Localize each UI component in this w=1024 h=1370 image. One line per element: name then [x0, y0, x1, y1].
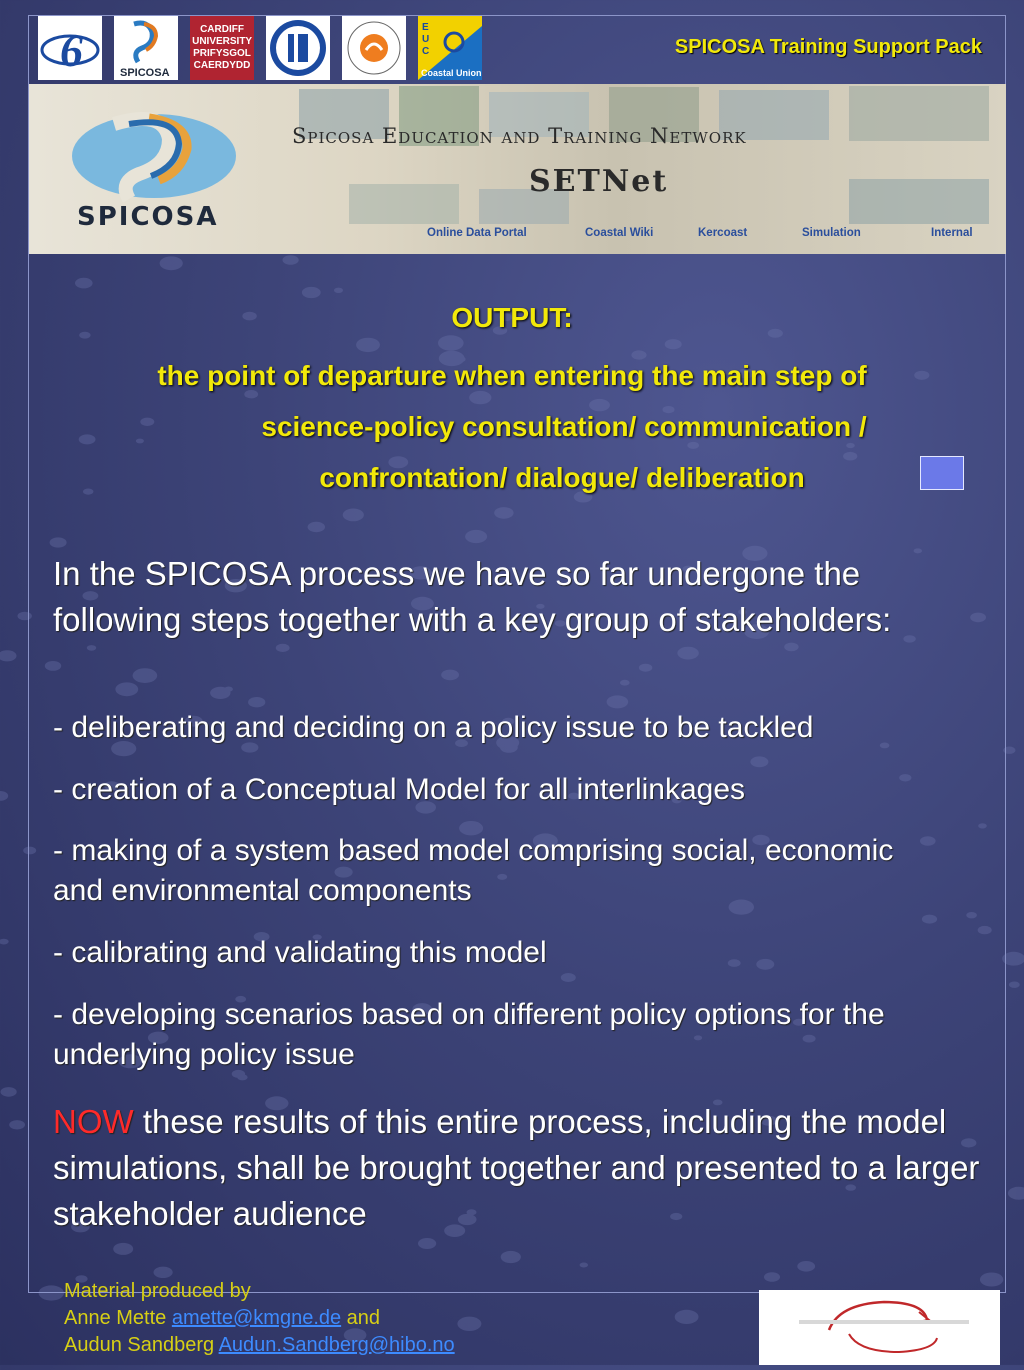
- cardiff-logo: [190, 16, 254, 80]
- fp6-logo: [38, 16, 102, 80]
- email-link-2[interactable]: Audun.Sandberg@hibo.no: [218, 1334, 455, 1356]
- now-word: NOW: [53, 1103, 134, 1140]
- footer-line-3: [64, 1332, 455, 1359]
- pack-title: SPICOSA Training Support Pack: [674, 36, 982, 58]
- step-item-1: - deliberating and deciding on a policy issue to be tackled: [53, 711, 814, 744]
- iuu-logo: [266, 16, 330, 80]
- plymouth-logo: [342, 16, 406, 80]
- footer-line-2: [64, 1305, 455, 1332]
- banner-nav: [29, 227, 1006, 247]
- email-link-1[interactable]: amette@kmgne.de: [171, 1307, 342, 1329]
- euc-icon: [418, 16, 482, 80]
- bubble-dot: [0, 791, 8, 801]
- nav-internal[interactable]: Internal: [931, 227, 973, 239]
- step-item-3: - making of a system based model comprising social, economic and environmental components: [53, 834, 894, 907]
- now-text: these results of this entire process, including the model simulations, shall be brought together and presented to a larger stakeholder audience: [53, 1103, 980, 1232]
- svg-text:U: U: [422, 34, 430, 45]
- nav-simulation[interactable]: Simulation: [802, 227, 861, 239]
- spicosa-logo: [114, 16, 178, 80]
- partner-logos: [38, 16, 482, 82]
- step-item-5: - developing scenarios based on different policy options for the underlying policy issue: [53, 998, 885, 1071]
- swirl-logo-icon: [759, 1290, 1000, 1365]
- footer-line-1: Material produced by: [64, 1280, 251, 1302]
- iuu-circle-icon: [266, 16, 330, 80]
- footer-credits: [64, 1278, 455, 1359]
- now-paragraph: [53, 1099, 983, 1237]
- bubble-dot: [0, 650, 17, 661]
- plymouth-sun-icon: [342, 16, 406, 80]
- footer-and: and: [341, 1307, 381, 1329]
- nav-coastal-wiki[interactable]: Coastal Wiki: [585, 227, 654, 239]
- spicosa-banner-logo-icon: [69, 104, 239, 204]
- author-1: Anne Mette: [64, 1307, 172, 1329]
- network-title: Spicosa Education and Training Network: [292, 124, 747, 148]
- step-item-4: - calibrating and validating this model: [53, 936, 547, 969]
- cardiff-logo-text: CARDIFF UNIVERSITY PRIFYSGOL CAERDYDD: [192, 24, 253, 71]
- nav-kercoast[interactable]: Kercoast: [698, 227, 748, 239]
- action-button[interactable]: [920, 456, 964, 490]
- svg-text:C: C: [422, 46, 430, 57]
- author-2: Audun Sandberg: [64, 1334, 219, 1356]
- bubble-dot: [675, 1310, 699, 1324]
- subtitle-line-3: confrontation/ dialogue/ deliberation: [319, 462, 805, 493]
- subtitle-line-1: the point of departure when entering the main step of: [157, 360, 867, 391]
- svg-text:Coastal Union: Coastal Union: [421, 68, 482, 78]
- euc-logo: [418, 16, 482, 80]
- intro-paragraph: In the SPICOSA process we have so far undergone the following steps together with a key group of stakeholders:: [53, 555, 892, 638]
- bubble-dot: [0, 939, 9, 945]
- step-item-2: - creation of a Conceptual Model for all interlinkages: [53, 773, 746, 806]
- setnet-title: SETNet: [529, 164, 669, 199]
- svg-text:E: E: [422, 22, 429, 33]
- svg-text:6: 6: [60, 25, 83, 76]
- bubble-dot: [457, 1317, 481, 1331]
- bubble-dot: [1008, 1187, 1024, 1200]
- output-title: OUTPUT:: [451, 302, 573, 333]
- fp6-icon: [38, 16, 102, 80]
- bubble-dot: [1009, 982, 1020, 988]
- bubble-dot: [1, 1087, 17, 1097]
- nav-online-data-portal[interactable]: Online Data Portal: [427, 227, 527, 239]
- subtitle-line-2: science-policy consultation/ communication /: [261, 411, 867, 442]
- svg-text:SPICOSA: SPICOSA: [120, 67, 170, 79]
- bubble-dot: [9, 1120, 25, 1129]
- spicosa-wave-icon: [114, 16, 178, 80]
- banner-spicosa-wordmark: SPICOSA: [77, 202, 219, 232]
- footer-partner-logo: [759, 1290, 1000, 1365]
- setnet-banner: [29, 84, 1006, 254]
